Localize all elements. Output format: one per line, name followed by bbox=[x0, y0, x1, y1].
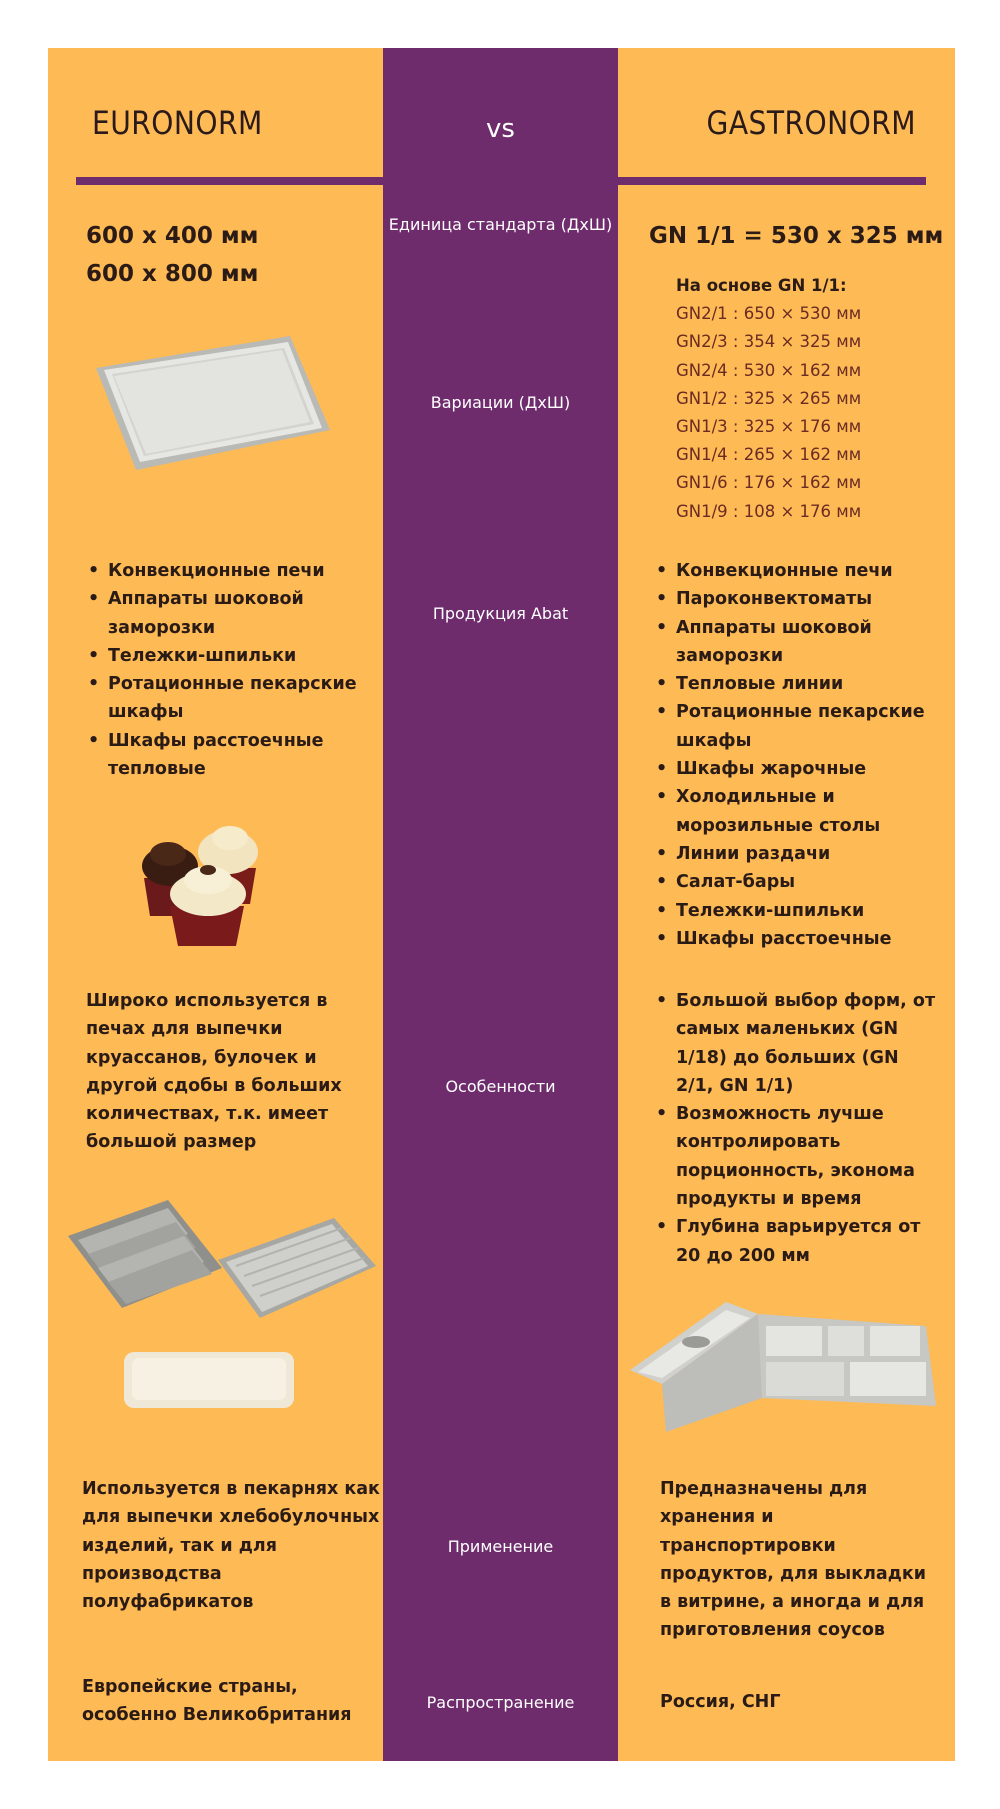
label-products: Продукция Abat bbox=[432, 604, 569, 623]
label-variations: Вариации (ДхШ) bbox=[430, 393, 571, 412]
variation-item: GN1/3 : 325 × 176 мм bbox=[676, 417, 862, 437]
gn-variations bbox=[676, 272, 861, 526]
variation-item: GN1/4 : 265 × 162 мм bbox=[676, 445, 862, 465]
plastic-tray-image bbox=[122, 1350, 296, 1410]
gastronorm-containers-image bbox=[626, 1296, 938, 1434]
euronorm-usage: Используется в пекарнях как для выпечки хлебобулочных изделий, так и для производства полуфабрикатов bbox=[82, 1479, 380, 1613]
variation-item: GN1/2 : 325 × 265 мм bbox=[676, 388, 862, 408]
list-item: • Тележки-шпильки bbox=[86, 642, 376, 670]
euronorm-features: Широко используется в печах для выпечки круассанов, булочек и другой сдобы в больших количествах, т.к. имеет большой размер bbox=[86, 991, 342, 1153]
variation-item: GN1/9 : 108 × 176 мм bbox=[676, 501, 862, 521]
left-divider bbox=[76, 177, 383, 185]
list-item: • Пароконвектоматы bbox=[654, 585, 934, 613]
euronorm-heading: EURONORM bbox=[92, 104, 263, 142]
label-unit: Единица стандарта (ДхШ) bbox=[388, 215, 613, 234]
label-spread: Распространение bbox=[426, 1693, 575, 1712]
list-item: • Глубина варьируется от 20 до 200 мм bbox=[654, 1213, 936, 1270]
label-usage: Применение bbox=[447, 1537, 554, 1556]
list-item: • Шкафы расстоечные bbox=[654, 925, 934, 953]
label-features: Особенности bbox=[445, 1077, 556, 1096]
variation-item: GN1/6 : 176 × 162 мм bbox=[676, 473, 862, 493]
variation-item: GN2/4 : 530 × 162 мм bbox=[676, 360, 862, 380]
gastronorm-spread: Россия, СНГ bbox=[660, 1692, 781, 1712]
euronorm-unit bbox=[86, 217, 258, 293]
gastronorm-features bbox=[654, 987, 936, 1270]
list-item: • Конвекционные печи bbox=[654, 557, 934, 585]
criteria-column bbox=[383, 48, 618, 1761]
gastronorm-products bbox=[654, 557, 934, 953]
perforated-tray-image bbox=[214, 1214, 380, 1324]
euronorm-unit-line: 600 х 400 мм bbox=[86, 223, 259, 249]
baking-tray-image bbox=[92, 332, 336, 474]
list-item: • Тепловые линии bbox=[654, 670, 934, 698]
euronorm-spread: Европейские страны, особенно Великобритания bbox=[82, 1677, 352, 1726]
euronorm-products bbox=[86, 557, 376, 783]
list-item: • Возможность лучше контролировать порционность, эконома продукты и время bbox=[654, 1100, 936, 1213]
list-item: • Холодильные и морозильные столы bbox=[654, 783, 934, 840]
variation-item: GN2/1 : 650 × 530 мм bbox=[676, 304, 862, 324]
gastronorm-unit: GN 1/1 = 530 х 325 мм bbox=[649, 223, 944, 249]
right-divider bbox=[618, 177, 926, 185]
cupcakes-image bbox=[138, 808, 276, 948]
gastronorm-usage: Предназначены для хранения и транспортировки продуктов, для выкладки в витрине, а иногда и для приготовления соусов bbox=[660, 1479, 926, 1641]
list-item: • Аппараты шоковой заморозки bbox=[654, 614, 934, 671]
variations-heading: На основе GN 1/1: bbox=[676, 276, 847, 295]
list-item: • Тележки-шпильки bbox=[654, 897, 934, 925]
list-item: • Аппараты шоковой заморозки bbox=[86, 585, 376, 642]
list-item: • Ротационные пекарские шкафы bbox=[654, 698, 934, 755]
list-item: • Шкафы расстоечные тепловые bbox=[86, 727, 376, 784]
variation-item: GN2/3 : 354 × 325 мм bbox=[676, 332, 862, 352]
list-item: • Большой выбор форм, от самых маленьких (GN 1/18) до больших (GN 2/1, GN 1/1) bbox=[654, 987, 936, 1100]
list-item: • Ротационные пекарские шкафы bbox=[86, 670, 376, 727]
list-item: • Салат-бары bbox=[654, 868, 934, 896]
list-item: • Шкафы жарочные bbox=[654, 755, 934, 783]
list-item: • Конвекционные печи bbox=[86, 557, 376, 585]
vs-label: vs bbox=[486, 114, 515, 144]
list-item: • Линии раздачи bbox=[654, 840, 934, 868]
euronorm-unit-line: 600 х 800 мм bbox=[86, 261, 259, 287]
baguette-tray-image bbox=[64, 1196, 226, 1312]
gastronorm-heading: GASTRONORM bbox=[706, 104, 916, 142]
